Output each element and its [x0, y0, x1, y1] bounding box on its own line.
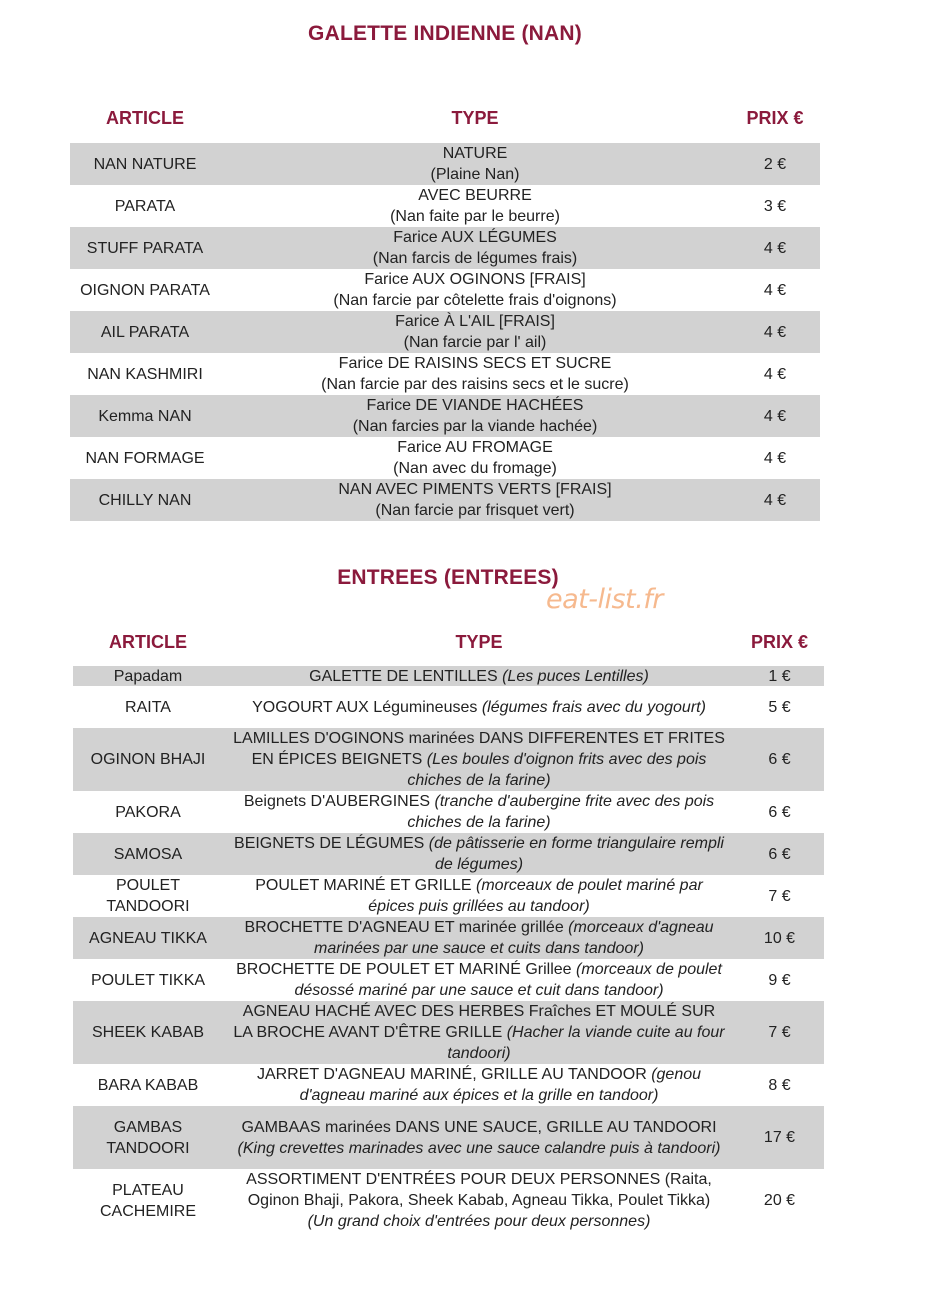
type-main: BROCHETTE DE POULET ET MARINÉ Grillee [236, 961, 577, 978]
type-cell [220, 269, 730, 311]
type-main: Beignets D'AUBERGINES [243, 793, 435, 810]
type-cell [223, 697, 735, 718]
type-cell [220, 311, 730, 353]
price-cell: 6 € [768, 845, 791, 863]
type-text [223, 833, 735, 875]
type-main: NATURE [442, 145, 508, 162]
type-main: JARRET D'AGNEAU MARINÉ, GRILLE AU TANDOOR [256, 1066, 652, 1083]
table-row [70, 311, 820, 353]
type-desc: (légumes frais avec du yogourt) [481, 698, 706, 716]
table-row [73, 833, 824, 875]
type-text [223, 959, 735, 1001]
type-main: AVEC BEURRE [418, 187, 532, 204]
type-text [223, 728, 735, 791]
type-sub: (Nan farcie par côtelette frais d'oignons) [333, 292, 617, 309]
type-cell [223, 1064, 735, 1106]
type-main: LAMILLES D'OGINONS marinées DANS DIFFERENTES ET FRITES EN ÉPICES BEIGNETS [233, 730, 725, 768]
price-cell: 6 € [768, 803, 791, 821]
article-cell: AIL PARATA [100, 323, 190, 341]
price-cell: 7 € [768, 1024, 791, 1041]
header-price: PRIX € [746, 107, 804, 128]
article-cell: NAN NATURE [93, 155, 197, 173]
header-price: PRIX € [750, 631, 809, 652]
type-cell [223, 666, 735, 687]
article-cell: AGNEAU TIKKA [89, 929, 207, 947]
header-type: TYPE [455, 631, 503, 652]
type-cell [223, 1117, 735, 1159]
price-cell: 6 € [768, 751, 791, 768]
type-text [223, 1001, 735, 1064]
type-cell [220, 437, 730, 479]
table-row [70, 479, 820, 521]
type-desc: (morceaux de poulet désossé mariné par une sauce et cuit dans tandoor) [294, 961, 722, 999]
price-cell: 4 € [763, 365, 787, 383]
price-cell: 20 € [763, 1192, 796, 1209]
type-desc: (morceaux d'agneau marinées par une sauce et cuits dans tandoor) [314, 919, 714, 957]
table-row [70, 353, 820, 395]
type-desc: (morceaux de poulet mariné par épices puis grillées au tandoor) [368, 877, 703, 915]
type-cell [220, 143, 730, 185]
table-row [70, 227, 820, 269]
type-desc: (Les puces Lentilles) [502, 667, 649, 685]
header-type: TYPE [451, 107, 499, 128]
type-sub: (Nan avec du fromage) [393, 460, 557, 477]
type-desc: (Les boules d'oignon frits avec des pois chiches de la farine) [407, 751, 707, 789]
type-desc: (de pâtisserie en forme triangulaire rempli de légumes) [428, 835, 724, 873]
header-article: ARTICLE [109, 631, 187, 652]
type-text [223, 1117, 735, 1159]
type-cell [220, 227, 730, 269]
article-cell: Kemma NAN [98, 407, 192, 425]
article-cell: SAMOSA [113, 845, 183, 863]
entrees-table-header [73, 624, 824, 660]
type-main: Farice AUX OGINONS [FRAIS] [364, 271, 586, 288]
type-text [223, 1064, 735, 1106]
type-desc: (Hacher la viande cuite au four tandoori) [447, 1024, 725, 1062]
price-cell: 5 € [768, 698, 791, 716]
price-cell: 10 € [763, 929, 796, 947]
nan-table [70, 100, 820, 521]
article-cell: CHILLY NAN [98, 491, 192, 509]
type-main: Farice AU FROMAGE [397, 439, 553, 456]
price-cell: 4 € [763, 491, 787, 509]
type-cell [220, 185, 730, 227]
type-main: Farice DE RAISINS SECS ET SUCRE [338, 355, 612, 372]
type-cell [223, 791, 735, 833]
type-main: ASSORTIMENT D'ENTRÉES POUR DEUX PERSONNES (Raita, Oginon Bhaji, Pakora, Sheek Kabab, Agneau Tikka, Poulet Tikka) [246, 1171, 712, 1209]
table-row [70, 437, 820, 479]
price-cell: 4 € [763, 281, 787, 299]
type-sub: (Nan farcie par l' ail) [403, 334, 547, 351]
table-row [73, 917, 824, 959]
type-main: GALETTE DE LENTILLES [309, 667, 503, 685]
table-row [73, 959, 824, 1001]
table-row [73, 666, 824, 686]
type-cell [223, 1001, 735, 1064]
table-row [73, 686, 824, 728]
type-main: GAMBAAS marinées DANS UNE SAUCE, GRILLE AU TANDOORI [241, 1118, 717, 1136]
type-main: YOGOURT AUX Légumineuses [252, 698, 482, 716]
type-main: POULET MARINÉ ET GRILLE [255, 877, 477, 894]
type-sub: (Nan farcie par des raisins secs et le sucre) [321, 376, 629, 393]
section-title-nan: GALETTE INDIENNE (NAN) [308, 22, 582, 45]
price-cell: 17 € [763, 1129, 796, 1146]
header-article: ARTICLE [106, 107, 184, 128]
type-text [223, 917, 735, 959]
type-cell [220, 479, 730, 521]
article-cell: STUFF PARATA [86, 239, 204, 257]
price-cell: 9 € [768, 971, 791, 989]
price-cell: 4 € [763, 449, 787, 467]
table-row [70, 395, 820, 437]
table-row [70, 185, 820, 227]
article-cell: PAKORA [115, 803, 181, 821]
table-row [73, 728, 824, 791]
type-main: Farice À L'AIL [FRAIS] [395, 313, 555, 330]
type-sub: (Nan faite par le beurre) [390, 208, 560, 225]
article-cell: POULET TANDOORI [106, 877, 190, 915]
price-cell: 7 € [768, 887, 791, 905]
type-desc: (Un grand choix d'entrées pour deux personnes) [307, 1213, 651, 1230]
table-row [70, 269, 820, 311]
table-row [70, 143, 820, 185]
price-cell: 1 € [768, 667, 791, 685]
table-row [73, 1001, 824, 1064]
type-desc: (tranche d'aubergine frite avec des pois chiches de la farine) [407, 793, 715, 831]
price-cell: 4 € [763, 239, 787, 257]
nan-table-header [70, 100, 820, 136]
table-row [73, 1064, 824, 1106]
entrees-table [73, 624, 824, 1232]
type-cell [223, 1169, 735, 1232]
type-main: BEIGNETS DE LÉGUMES [234, 835, 429, 852]
type-sub: (Nan farcis de légumes frais) [372, 250, 578, 267]
article-cell: NAN KASHMIRI [87, 365, 203, 383]
type-sub: (Nan farcies par la viande hachée) [352, 418, 598, 435]
type-cell [223, 833, 735, 875]
type-text [223, 791, 735, 833]
article-cell: GAMBAS TANDOORI [106, 1118, 190, 1157]
article-cell: PARATA [114, 197, 176, 215]
article-cell: SHEEK KABAB [91, 1024, 205, 1041]
type-cell [223, 728, 735, 791]
table-row [73, 875, 824, 917]
watermark: eat-list.fr [546, 584, 663, 615]
price-cell: 2 € [763, 155, 787, 173]
article-cell: PLATEAU CACHEMIRE [99, 1181, 196, 1220]
price-cell: 3 € [763, 197, 787, 215]
type-sub: (Nan farcie par frisquet vert) [375, 502, 575, 519]
type-cell [223, 917, 735, 959]
article-cell: NAN FORMAGE [85, 449, 205, 467]
table-row [73, 1106, 824, 1169]
type-desc: (King crevettes marinades avec une sauce calandre puis à tandoori) [237, 1139, 721, 1157]
type-cell [220, 353, 730, 395]
table-row [73, 1169, 824, 1232]
type-text [223, 697, 735, 718]
article-cell: Papadam [113, 667, 183, 685]
article-cell: OGINON BHAJI [90, 751, 206, 768]
type-main: Farice DE VIANDE HACHÉES [366, 397, 584, 414]
price-cell: 4 € [763, 407, 787, 425]
table-row [73, 791, 824, 833]
price-cell: 4 € [763, 323, 787, 341]
type-main: Farice AUX LÉGUMES [393, 229, 557, 246]
type-text [223, 875, 735, 917]
type-text [223, 1169, 735, 1232]
price-cell: 8 € [768, 1076, 791, 1094]
type-main: AGNEAU HACHÉ AVEC DES HERBES Fraîches ET MOULÉ SUR LA BROCHE AVANT D'ÊTRE GRILLE [233, 1003, 716, 1041]
section-title-entrees: ENTREES (ENTREES) [337, 566, 559, 589]
type-cell [223, 875, 735, 917]
type-main: BROCHETTE D'AGNEAU ET marinée grillée [244, 919, 569, 936]
type-desc: (genou d'agneau mariné aux épices et la grille en tandoor) [299, 1066, 702, 1104]
type-cell [220, 395, 730, 437]
article-cell: RAITA [125, 698, 171, 716]
article-cell: POULET TIKKA [90, 971, 206, 989]
type-main: NAN AVEC PIMENTS VERTS [FRAIS] [338, 481, 612, 498]
article-cell: BARA KABAB [97, 1076, 199, 1094]
type-text [223, 666, 735, 687]
type-cell [223, 959, 735, 1001]
type-sub: (Plaine Nan) [430, 166, 520, 183]
article-cell: OIGNON PARATA [80, 281, 210, 299]
